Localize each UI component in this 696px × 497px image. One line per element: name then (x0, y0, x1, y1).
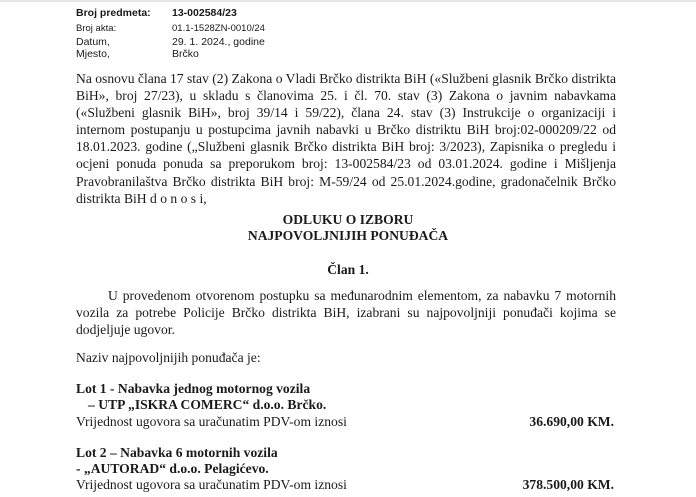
place-value: Brčko (172, 48, 199, 60)
lot-2-amount: 378.500,00 KM. (522, 477, 614, 492)
bidders-heading: Naziv najpovoljnijih ponuđača je: (76, 350, 261, 365)
article-body: U provedenom otvorenom postupku sa međunarodnim elementom, za nabavku 7 motornih vozila za potrebe Policije Brčko distrikta BiH, izabrani su najpovoljniji ponuđači kojima se dodjeljuje ugovor. (76, 288, 616, 338)
lot-2-value-label: Vrijednost ugovora sa uračunatim PDV-om iznosi (76, 477, 347, 492)
act-number-value: 01.1-1528ZN-0010/24 (172, 23, 265, 34)
lot-1-value-label: Vrijednost ugovora sa uračunatim PDV-om iznosi (76, 414, 347, 429)
date-label: Datum, (76, 36, 110, 48)
intro-paragraph: Na osnovu člana 17 stav (2) Zakona o Vladi Brčko distrikta BiH («Službeni glasnik Brčko distrikta BiH», broj 27/23), u skladu s članovima 25. i čl. 70. stav (3) Zakona o javnim nabavkama («Službeni glasnik BiH», broj 39/14 i 59/22), člana 24. stav (3) Instrukcije o organizaciji i internom postupanju u postupcima javnih nabavki u Brčko distriktu BiH broj:02-000209/22 od 18.01.2023. godine („Službeni glasnik Brčko distrikta BiH broj: 3/2023), Zapisnika o pregledu i ocjeni ponuda ponuda sa preporukom broj: 13-002584/23 od 03.01.2024. godine i Mišljenja Pravobranilaštva Brčko distrikta BiH broj: M-59/24 od 25.01.2024.godine, gradonačelnik Brčko distrikta BiH d o n o s i, (76, 71, 616, 206)
lot-1-bidder: – UTP „ISKRA COMERC“ d.o.o. Brčko. (88, 397, 327, 412)
case-number-label: Broj predmeta: (76, 7, 151, 19)
scan-edge (0, 0, 696, 2)
lot-1-amount: 36.690,00 KM. (529, 414, 614, 429)
lot-2-bidder: - „AUTORAD“ d.o.o. Pelagićevo. (76, 461, 269, 476)
decision-title: ODLUKU O IZBORU (282, 212, 414, 227)
lot-2-title: Lot 2 – Nabavka 6 motornih vozila (76, 445, 278, 460)
lot-1-title: Lot 1 - Nabavka jednog motornog vozila (76, 381, 311, 396)
place-label: Mjesto, (76, 48, 110, 60)
act-number-label: Broj akta: (76, 23, 117, 34)
article-heading: Član 1. (327, 262, 369, 277)
case-number-value: 13-002584/23 (172, 7, 237, 19)
date-value: 29. 1. 2024., godine (172, 36, 265, 48)
decision-subtitle: NAJPOVOLJNIJIH PONUĐAČA (247, 228, 449, 243)
